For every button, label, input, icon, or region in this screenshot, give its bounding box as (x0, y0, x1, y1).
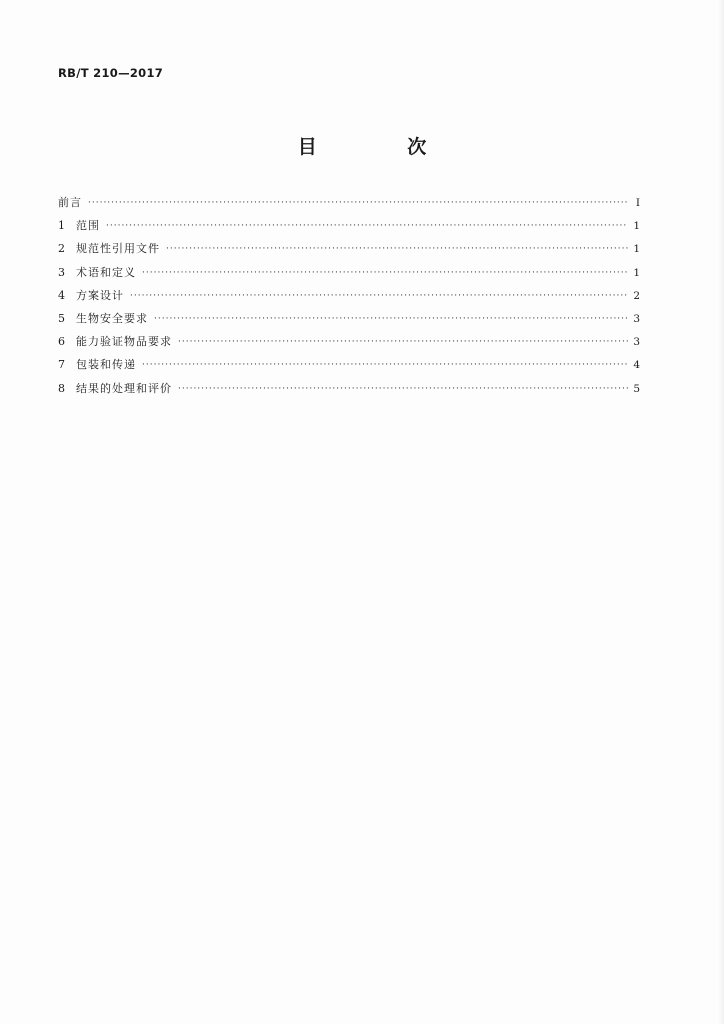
toc-leader-dots (166, 244, 628, 254)
toc-leader-dots (178, 337, 628, 347)
toc-entry-page: 1 (633, 220, 640, 233)
toc-entry-number: 4 (58, 288, 65, 302)
toc-leader-dots (142, 268, 628, 278)
toc-entry-label: 方案设计 (76, 288, 124, 302)
toc-entry-number: 1 (58, 219, 65, 233)
toc-entry-page: 3 (633, 336, 640, 349)
table-of-contents (58, 194, 640, 403)
toc-entry-number: 8 (58, 381, 65, 395)
toc-leader-dots (142, 360, 628, 370)
toc-title: 目 次 (297, 136, 469, 158)
toc-entry-label: 规范性引用文件 (76, 242, 160, 256)
toc-entry-page: 2 (633, 289, 640, 302)
toc-entry-label: 术语和定义 (76, 265, 136, 279)
toc-entry-number: 2 (58, 242, 65, 256)
toc-leader-dots (178, 384, 628, 394)
toc-entry-number: 3 (58, 265, 65, 279)
toc-entry-label: 生物安全要求 (76, 311, 148, 325)
toc-leader-dots (88, 198, 628, 208)
toc-entry-pt-items[interactable] (58, 333, 640, 356)
toc-entry-results-evaluation[interactable] (58, 380, 640, 403)
toc-entry-number: 5 (58, 311, 65, 325)
toc-entry-page: 1 (633, 266, 640, 279)
toc-entry-page: 1 (633, 243, 640, 256)
toc-entry-label: 范围 (76, 219, 100, 233)
toc-entry-number: 7 (58, 358, 65, 372)
toc-entry-label: 结果的处理和评价 (76, 381, 172, 395)
toc-entry-biosafety[interactable] (58, 310, 640, 333)
toc-entry-preface[interactable] (58, 194, 640, 217)
toc-entry-scheme-design[interactable] (58, 287, 640, 310)
standard-code: RB/T 210—2017 (58, 66, 164, 80)
toc-entry-normative-references[interactable] (58, 240, 640, 263)
toc-entry-scope[interactable] (58, 217, 640, 240)
toc-entry-page: 4 (633, 359, 640, 372)
toc-entry-page: 5 (633, 382, 640, 395)
toc-entry-label: 包装和传递 (76, 358, 136, 372)
toc-entry-terms-definitions[interactable] (58, 264, 640, 287)
toc-entry-label: 前言 (58, 196, 82, 209)
toc-entry-label: 能力验证物品要求 (76, 335, 172, 349)
toc-entry-packaging[interactable] (58, 356, 640, 379)
page-edge-shadow (718, 0, 724, 1024)
toc-leader-dots (106, 221, 628, 231)
toc-entry-number: 6 (58, 335, 65, 349)
toc-leader-dots (154, 314, 628, 324)
toc-entry-page: 3 (633, 312, 640, 325)
toc-leader-dots (130, 291, 628, 301)
toc-entry-page: Ⅰ (635, 197, 640, 209)
